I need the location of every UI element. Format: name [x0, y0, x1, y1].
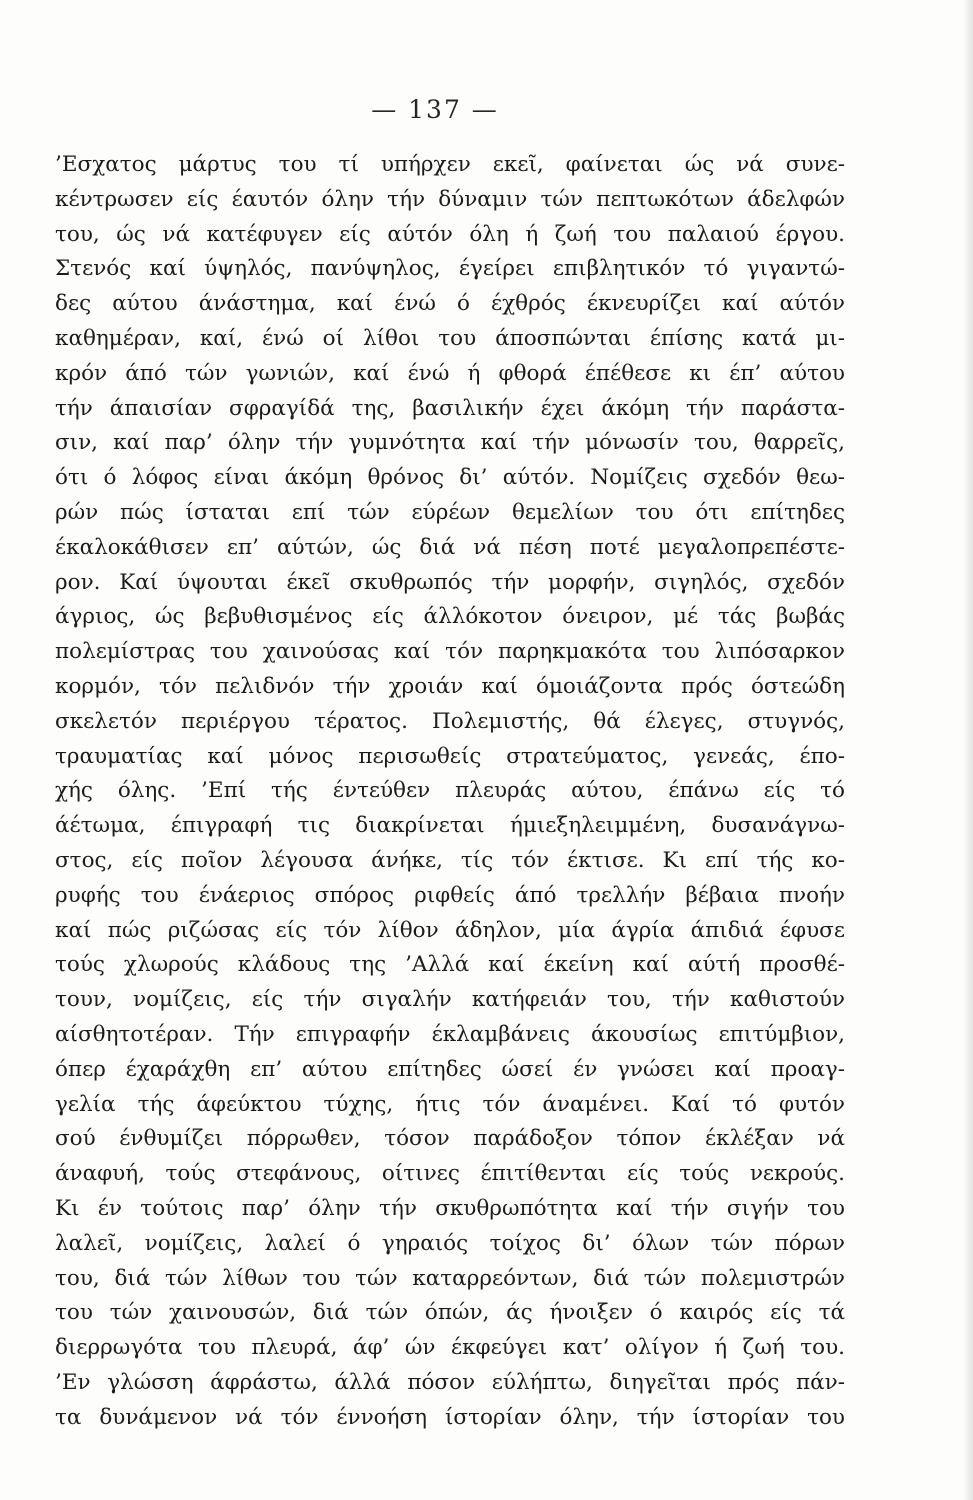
text-line: διερρωγότα του πλευρά, άφ’ ών έκφεύγει κατ’ ολίγον ή ζωή του.: [55, 1335, 845, 1361]
text-line: στος, είς ποῖον λέγουσα άνήκε, τίς τόν έκτισε. Κι επί τής κο-: [55, 847, 845, 873]
text-line: ’Εν γλώσση άφράστω, άλλά πόσον εύλήπτω, διηγεῖται πρός πάν-: [55, 1369, 845, 1395]
text-line: καί πώς ριζώσας είς τόν λίθον άδηλον, μία άγρία άπιδιά έφυσε: [55, 917, 845, 943]
text-line: άγριος, ώς βεβυθισμένος είς άλλόκοτον όνειρον, μέ τάς βωβάς: [55, 604, 845, 630]
text-line: δες αύτου άνάστημα, καί ένώ ό έχθρός έκνευρίζει καί αύτόν: [55, 291, 845, 317]
text-line: Στενός καί ύψηλός, πανύψηλος, έγείρει επιβλητικόν τό γιγαντώ-: [55, 256, 845, 282]
text-line: ρών πώς ίσταται επί τών εύρέων θεμελίων του ότι επίτηδες: [55, 499, 845, 525]
text-line: γελία τής άφεύκτου τύχης, ήτις τόν άναμένει. Καί τό φυτόν: [55, 1091, 845, 1117]
text-line: πολεμίστρας του χαινούσας καί τόν παρηκμακότα του λιπόσαρκον: [55, 639, 845, 665]
text-line: τήν άπαισίαν σφραγίδά της, βασιλικήν έχει άκόμη τήν παράστα-: [55, 395, 845, 421]
body-text: [55, 148, 845, 1435]
text-line: ρυφής του ένάεριος σπόρος ριφθείς άπό τρελλήν βέβαια πνοήν: [55, 882, 845, 908]
text-line: Κι έν τούτοις παρ’ όλην τήν σκυθρωπότητα καί τήν σιγήν του: [55, 1195, 845, 1221]
text-line: τραυματίας καί μόνος περισωθείς στρατεύματος, γενεάς, έπο-: [55, 743, 845, 769]
text-line: αίσθητοτέραν. Τήν επιγραφήν έκλαμβάνεις άκουσίως επιτύμβιον,: [55, 1021, 845, 1047]
text-line: άναφυή, τούς στεφάνους, οίτινες έπιτίθενται είς τούς νεκρούς.: [55, 1161, 845, 1187]
text-line: τουν, νομίζεις, είς τήν σιγαλήν κατήφειάν του, τήν καθιστούν: [55, 987, 845, 1013]
page-number: — 137 —: [371, 95, 499, 124]
text-line: του, ώς νά κατέφυγεν είς αύτόν όλη ή ζωή του παλαιού έργου.: [55, 221, 845, 247]
text-line: ρον. Καί ύψουται έκεῖ σκυθρωπός τήν μορφήν, σιγηλός, σχεδόν: [55, 569, 845, 595]
text-line: χής όλης. ’Επί τής έντεύθεν πλευράς αύτου, έπάνω είς τό: [55, 778, 845, 804]
text-line: σιν, καί παρ’ όλην τήν γυμνότητα καί τήν μόνωσίν του, θαρρεῖς,: [55, 430, 845, 456]
text-line: άέτωμα, έπιγραφή τις διακρίνεται ήμιεξηλειμμένη, δυσανάγνω-: [55, 813, 845, 839]
text-line: του τών χαινουσών, διά τών όπών, άς ήνοιξεν ό καιρός είς τά: [55, 1300, 845, 1326]
text-line: ’Εσχατος μάρτυς του τί υπήρχεν εκεῖ, φαίνεται ώς νά συνε-: [55, 152, 845, 177]
text-line: καθημέραν, καί, ένώ οί λίθοι του άποσπώνται έπίσης κατά μι-: [55, 325, 845, 351]
text-line: κρόν άπό τών γωνιών, καί ένώ ή φθορά έπέθεσε κι έπ’ αύτου: [55, 360, 845, 386]
text-line: έκαλοκάθισεν επ’ αύτών, ώς διά νά πέση ποτέ μεγαλοπρεπέστε-: [55, 534, 845, 560]
text-line: λαλεῖ, νομίζεις, λαλεί ό γηραιός τοίχος δι’ όλων τών πόρων: [55, 1230, 845, 1256]
text-line: όπερ έχαράχθη επ’ αύτου επίτηδες ώσεί έν γνώσει καί προαγ-: [55, 1056, 845, 1082]
text-line: τούς χλωρούς κλάδους της ’Αλλά καί έκείνη καί αύτή προσθέ-: [55, 952, 845, 978]
text-line: ότι ό λόφος είναι άκόμη θρόνος δι’ αύτόν. Νομίζεις σχεδόν θεω-: [55, 465, 845, 491]
text-line: σού ένθυμίζει πόρρωθεν, τόσον παράδοξον τόπον έκλέξαν νά: [55, 1126, 845, 1152]
text-line: του, διά τών λίθων του τών καταρρεόντων, διά τών πολεμιστρών: [55, 1265, 845, 1291]
page-edge-shadow: [963, 0, 973, 1500]
text-line: σκελετόν περιέργου τέρατος. Πολεμιστής, θά έλεγες, στυγνός,: [55, 708, 845, 734]
text-line: κορμόν, τόν πελιδνόν τήν χροιάν καί όμοιάζοντα πρός όστεώδη: [55, 673, 845, 699]
text-line: κέντρωσεν είς έαυτόν όλην τήν δύναμιν τών πεπτωκότων άδελφών: [55, 186, 845, 212]
text-line: τα δυνάμενον νά τόν έννοήση ίστορίαν όλην, τήν ίστορίαν του: [55, 1404, 845, 1430]
